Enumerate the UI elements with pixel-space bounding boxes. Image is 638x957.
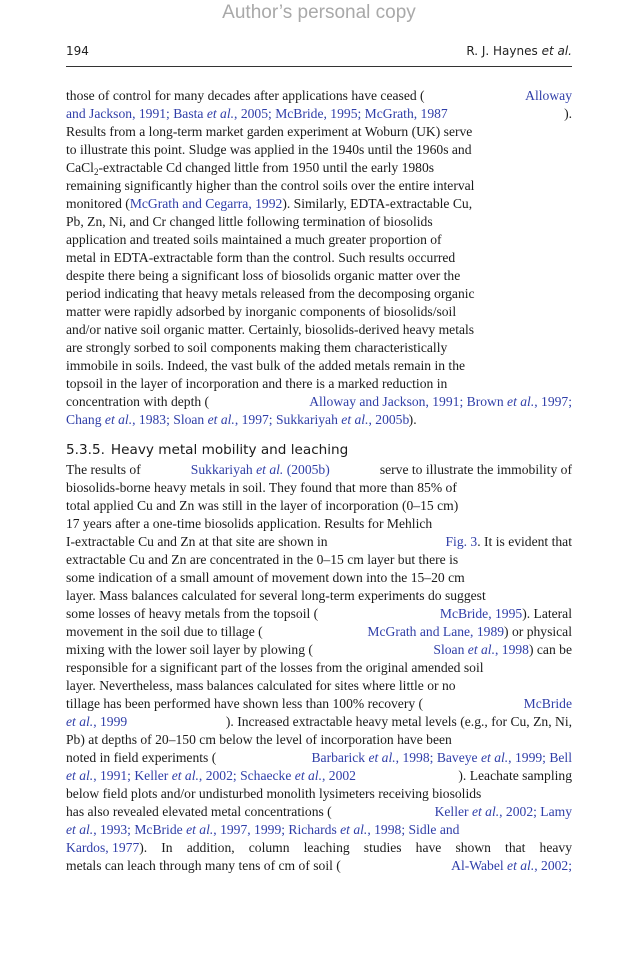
text-line [66, 249, 572, 267]
text-run: responsible for a significant part of the losses from the original amended soil [66, 660, 484, 675]
text-run: immobile in soils. Indeed, the vast bulk of the added metals remain in the [66, 358, 466, 373]
text-run: Pb) at depths of 20–150 cm below the level of incorporation have been [66, 732, 452, 747]
citation-text: , 2002; Lamy [499, 804, 572, 819]
text-run: movement in the soil due to tillage ( [66, 624, 263, 639]
citation-link[interactable] [66, 105, 448, 123]
citation-text: , 2002 [321, 768, 356, 783]
citation-etal: et al. [471, 804, 500, 819]
citation-etal: et al. [104, 412, 133, 427]
citation-etal: et al. [480, 750, 509, 765]
page-number: 194 [66, 44, 89, 58]
text-line [66, 551, 572, 569]
text-run [446, 533, 573, 551]
section-heading [66, 441, 572, 461]
citation-etal: et al. [207, 412, 235, 427]
text-run [66, 159, 434, 177]
citation-text: , 2002; [534, 858, 572, 873]
text-run: . It is evident that [477, 534, 572, 549]
citation-link[interactable]: Alloway [525, 88, 572, 103]
citation-text: , 2002; Schaecke [198, 768, 292, 783]
citation-link[interactable] [311, 749, 572, 767]
text-run: ). Leachate sampling [458, 768, 572, 783]
citation-etal: et al. [294, 768, 322, 783]
citation-etal: et al. [206, 106, 235, 121]
citation-etal: et al. [66, 768, 94, 783]
text-line [66, 87, 572, 105]
citation-etal: et al. [341, 412, 369, 427]
running-head [66, 44, 572, 64]
text-line [66, 231, 572, 249]
text-run: some losses of heavy metals from the topsoil ( [66, 606, 319, 621]
citation-text: , 1997; Sukkariyah [234, 412, 338, 427]
citation-etal: et al. [507, 394, 535, 409]
citation-text: , 1998 [494, 642, 529, 657]
text-line [66, 785, 572, 803]
citation-text: , 1983; Sloan [132, 412, 205, 427]
citation-etal: et al. [171, 768, 199, 783]
citation-link[interactable] [66, 411, 409, 429]
text-run: application and treated soils maintained a much greater proportion of [66, 232, 442, 247]
text-run: ). Similarly, EDTA-extractable Cu, [282, 196, 473, 211]
citation-text: Al-Wabel [451, 858, 504, 873]
text-run [367, 623, 572, 641]
text-run: ). [408, 412, 417, 427]
text-line [66, 641, 572, 659]
citation-text: Alloway and Jackson, 1991; Brown [309, 394, 504, 409]
text-line [66, 533, 572, 551]
citation-text: Sukkariyah [190, 462, 253, 477]
text-line [66, 285, 572, 303]
text-line [66, 821, 572, 839]
citation-text: , 1991; Keller [93, 768, 169, 783]
text-line [66, 267, 572, 285]
text-run: Pb, Zn, Ni, and Cr changed little following termination of biosolids [66, 214, 433, 229]
text-run: layer. Nevertheless, mass balances calculated for sites where little or no [66, 678, 456, 693]
text-line [66, 767, 572, 785]
text-line [66, 393, 572, 411]
citation-link[interactable] [451, 857, 572, 875]
citation-link[interactable]: McBride [523, 696, 572, 711]
text-line [66, 677, 572, 695]
text-run: matter were rapidly adsorbed by inorganic components of biosolids/soil [66, 304, 457, 319]
text-line [66, 357, 572, 375]
citation-text: , 2005; McBride, 1995; McGrath, 1987 [234, 106, 448, 121]
text-line [66, 177, 572, 195]
citation-link[interactable] [66, 821, 459, 839]
text-run: despite there being a significant loss of biosolids organic matter over the [66, 268, 461, 283]
citation-link[interactable]: McGrath and Lane, 1989 [367, 624, 505, 639]
text-line [66, 123, 572, 141]
text-line [66, 321, 572, 339]
text-run: ). [564, 106, 572, 121]
text-line [66, 303, 572, 321]
text-run: -extractable Cd changed little from 1950 until the early 1980s [98, 160, 435, 175]
citation-etal: et al. [66, 822, 94, 837]
text-run: ). Lateral [522, 606, 572, 621]
authors-etal: et al. [541, 44, 572, 58]
text-run: remaining significantly higher than the control soils over the entire interval [66, 178, 475, 193]
citation-link[interactable] [435, 803, 572, 821]
text-run: some indication of a small amount of movement down into the 15–20 cm [66, 570, 465, 585]
figure-link[interactable]: Fig. 3 [445, 534, 478, 549]
text-line [66, 731, 572, 749]
text-run: ). In addition, column leaching studies have shown that heavy [139, 840, 572, 855]
text-run: has also revealed elevated metal concentrations ( [66, 804, 332, 819]
text-run [440, 605, 572, 623]
citation-text: , 1993; McBride [93, 822, 183, 837]
text-line [66, 141, 572, 159]
text-line [66, 375, 572, 393]
citation-text: and Jackson, 1991; Basta [66, 106, 204, 121]
text-line [66, 339, 572, 357]
citation-text: , 2005b [368, 412, 410, 427]
text-run: ). Increased extractable heavy metal levels (e.g., for Cu, Zn, Ni, [225, 714, 572, 729]
citation-text: , 1999; Bell [508, 750, 572, 765]
text-line [66, 749, 572, 767]
running-head-authors [466, 44, 572, 58]
text-line [66, 497, 572, 515]
text-run: ) or physical [504, 624, 572, 639]
text-run: CaCl [66, 160, 94, 175]
citation-link[interactable] [433, 642, 529, 657]
text-run: period indicating that heavy metals released from the decomposing organic [66, 286, 475, 301]
citation-text: (2005b) [286, 462, 330, 477]
text-run [66, 195, 472, 213]
text-line [66, 605, 572, 623]
text-line [66, 515, 572, 533]
section-title: Heavy metal mobility and leaching [110, 442, 349, 458]
authors-main: R. J. Haynes [466, 44, 538, 58]
text-run: those of control for many decades after applications have ceased ( [66, 88, 425, 103]
text-line [66, 587, 572, 605]
citation-text: , 1997; [534, 394, 572, 409]
citation-etal: et al. [256, 462, 284, 477]
citation-text: , 1997, 1999; Richards [213, 822, 337, 837]
paragraph [66, 87, 572, 429]
citation-etal: et al. [66, 714, 94, 729]
text-run: extractable Cu and Zn are concentrated in the 0–15 cm layer but there is [66, 552, 459, 567]
citation-text: , 1998; Baveye [395, 750, 478, 765]
text-run: 17 years after a one-time biosolids application. Results for Mehlich [66, 516, 433, 531]
text-run: total applied Cu and Zn was still in the layer of incorporation (0–15 cm) [66, 498, 459, 513]
citation-link[interactable]: McGrath and Cegarra, 1992 [129, 196, 283, 211]
text-line [66, 839, 572, 857]
text-run: noted in field experiments ( [66, 750, 217, 765]
text-run: and/or native soil organic matter. Certainly, biosolids-derived heavy metals [66, 322, 475, 337]
subscript: 2 [93, 167, 99, 177]
text-run: Results from a long-term market garden experiment at Woburn (UK) serve [66, 124, 473, 139]
citation-etal: et al. [186, 822, 214, 837]
citation-etal: et al. [340, 822, 368, 837]
text-line [66, 659, 572, 677]
text-run: ) can be [528, 642, 572, 657]
paragraph [66, 461, 572, 875]
citation-link[interactable]: McBride, 1995 [439, 606, 523, 621]
citation-text: , 1998; Sidle and [367, 822, 460, 837]
text-run: are strongly sorbed to soil components making them characteristically [66, 340, 448, 355]
citation-text: Barbarick [311, 750, 366, 765]
citation-text: Sloan [433, 642, 465, 657]
text-run: tillage has been performed have shown less than 100% recovery ( [66, 696, 424, 711]
text-run: serve to illustrate the immobility of [379, 462, 572, 477]
article-body [66, 87, 572, 875]
citation-text: Keller [434, 804, 469, 819]
text-line [66, 195, 572, 213]
text-line [66, 461, 572, 479]
text-run: The results of [66, 462, 141, 477]
text-line [66, 213, 572, 231]
text-run: mixing with the lower soil layer by plowing ( [66, 642, 313, 657]
text-line [66, 105, 572, 123]
citation-text: , 1999 [93, 714, 128, 729]
text-run: I-extractable Cu and Zn at that site are shown in [66, 534, 328, 549]
citation-link[interactable] [66, 767, 356, 785]
section-number: 5.3.5. [66, 442, 105, 458]
header-rule [66, 66, 572, 67]
citation-etal: et al. [507, 858, 535, 873]
text-line [66, 713, 572, 731]
text-line [66, 857, 572, 875]
citation-link[interactable] [191, 461, 330, 479]
text-line [66, 803, 572, 821]
citation-etal: et al. [467, 642, 495, 657]
text-line [66, 159, 572, 177]
text-run [433, 641, 572, 659]
text-line [66, 479, 572, 497]
text-run: topsoil in the layer of incorporation and there is a marked reduction in [66, 376, 448, 391]
text-line [66, 411, 572, 429]
watermark: Author’s personal copy [222, 2, 416, 23]
text-run: below field plots and/or undisturbed monolith lysimeters receiving biosolids [66, 786, 482, 801]
citation-link[interactable]: Kardos, 1977 [66, 840, 140, 855]
text-line [66, 695, 572, 713]
text-run: layer. Mass balances calculated for several long-term experiments do suggest [66, 588, 486, 603]
text-run: to illustrate this point. Sludge was applied in the 1940s until the 1960s and [66, 142, 472, 157]
citation-link[interactable] [309, 393, 572, 411]
text-run: monitored ( [66, 196, 130, 211]
text-line [66, 569, 572, 587]
text-run: biosolids-borne heavy metals in soil. They found that more than 85% of [66, 480, 457, 495]
text-run: metal in EDTA-extractable form than the control. Such results occurred [66, 250, 456, 265]
text-run: metals can leach through many tens of cm of soil ( [66, 858, 341, 873]
citation-link[interactable] [66, 713, 127, 731]
citation-text: Chang [66, 412, 102, 427]
text-run: concentration with depth ( [66, 394, 210, 409]
citation-etal: et al. [368, 750, 396, 765]
text-line [66, 623, 572, 641]
